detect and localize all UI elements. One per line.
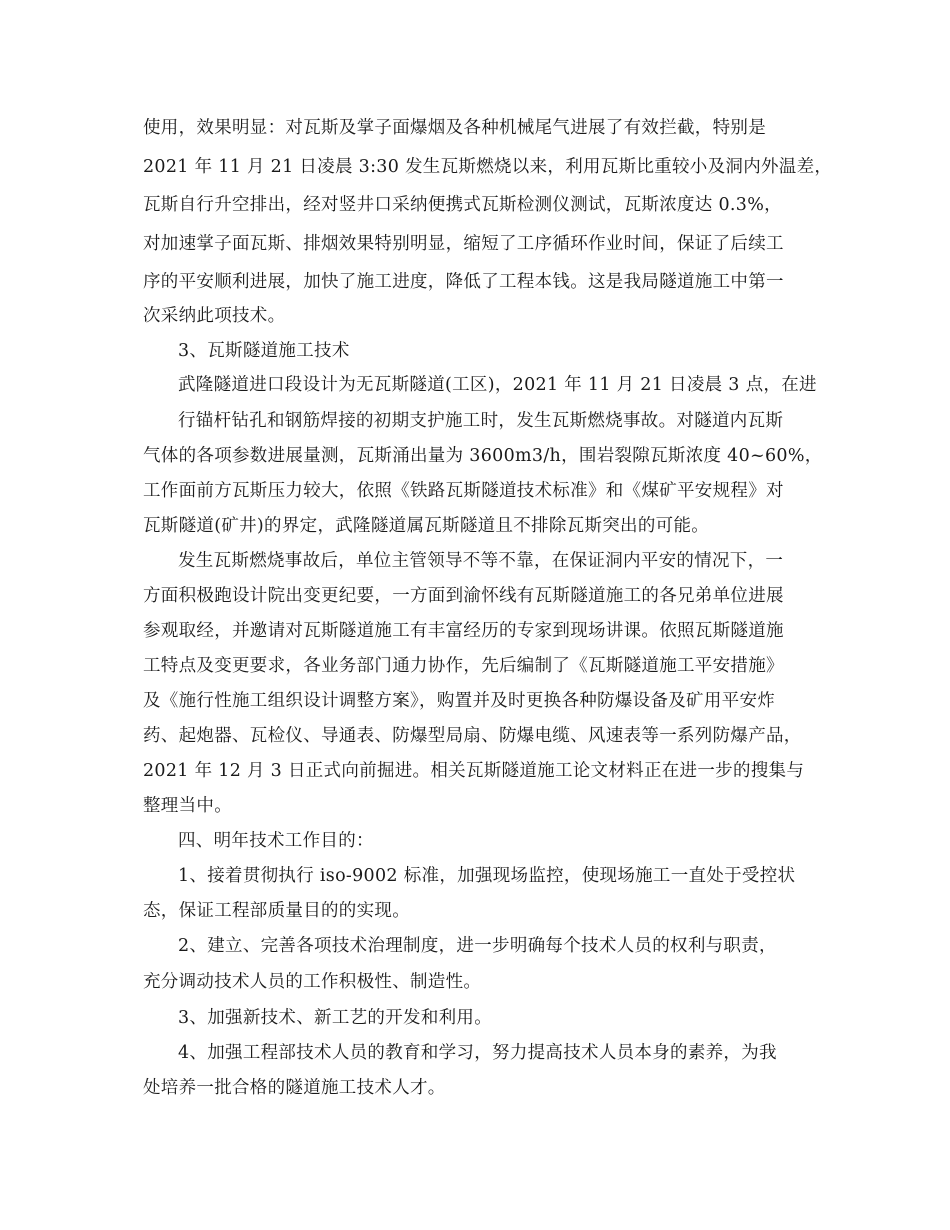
text-line: 药、起炮器、瓦检仪、导通表、防爆型局扇、防爆电缆、风速表等一系列防爆产品，: [143, 726, 802, 746]
text-line: 参观取经，并邀请对瓦斯隧道施工有丰富经历的专家到现场讲课。依照瓦斯隧道施: [143, 621, 784, 641]
text-line: 充分调动技术人员的工作积极性、制造性。: [143, 972, 482, 992]
text-line: 2021 年 12 月 3 日正式向前掘进。相关瓦斯隧道施工论文材料正在进一步的搜集与: [143, 761, 805, 781]
text-line: 工作面前方瓦斯压力较大，依照《铁路瓦斯隧道技术标准》和《煤矿平安规程》对: [143, 481, 784, 501]
text-line: 行锚杆钻孔和钢筋焊接的初期支护施工时，发生瓦斯燃烧事故。对隧道内瓦斯: [178, 411, 784, 431]
text-line: 序的平安顺利进展，加快了施工进度，降低了工程本钱。这是我局隧道施工中第一: [143, 272, 784, 292]
text-line: 瓦斯自行升空排出，经对竖井口采纳便携式瓦斯检测仪测试，瓦斯浓度达 0.3%，: [143, 195, 782, 215]
text-line: 3、加强新技术、新工艺的开发和利用。: [178, 1008, 493, 1028]
text-line: 瓦斯隧道(矿井)的界定，武隆隧道属瓦斯隧道且不排除瓦斯突出的可能。: [143, 516, 710, 536]
text-line: 态，保证工程部质量目的的实现。: [143, 901, 410, 921]
text-line: 1、接着贯彻执行 iso-9002 标准，加强现场监控，使现场施工一直处于受控状: [178, 866, 796, 886]
text-line: 气体的各项参数进展量测，瓦斯涌出量为 3600m3/h，围岩裂隙瓦斯浓度 40~60%，: [143, 446, 823, 466]
text-line: 使用，效果明显：对瓦斯及掌子面爆烟及各种机械尾气进展了有效拦截，特别是: [143, 118, 766, 138]
text-line: 对加速掌子面瓦斯、排烟效果特别明显，缩短了工序循环作业时间，保证了后续工: [143, 234, 784, 254]
text-line: 处培养一批合格的隧道施工技术人才。: [143, 1078, 446, 1098]
section-heading: 3、瓦斯隧道施工技术: [178, 341, 350, 361]
text-line: 2021 年 11 月 21 日凌晨 3:30 发生瓦斯燃烧以来，利用瓦斯比重较小及洞内外温差，: [143, 157, 833, 177]
section-heading: 四、明年技术工作目的：: [178, 831, 374, 851]
text-line: 方面积极跑设计院出变更纪要，一方面到渝怀线有瓦斯隧道施工的各兄弟单位进展: [143, 586, 784, 606]
text-line: 及《施行性施工组织设计调整方案》，购置并及时更换各种防爆设备及矿用平安炸: [143, 691, 776, 711]
text-line: 2、建立、完善各项技术治理制度，进一步明确每个技术人员的权利与职责，: [178, 936, 777, 956]
text-line: 武隆隧道进口段设计为无瓦斯隧道(工区)，2021 年 11 月 21 日凌晨 3 点，在进: [178, 375, 817, 395]
text-line: 发生瓦斯燃烧事故后，单位主管领导不等不靠，在保证洞内平安的情况下，一: [178, 551, 784, 571]
text-line: 工特点及变更要求，各业务部门通力协作，先后编制了《瓦斯隧道施工平安措施》: [143, 656, 784, 676]
text-line: 整理当中。: [143, 796, 232, 816]
text-line: 4、加强工程部技术人员的教育和学习，努力提高技术人员本身的素养，为我: [178, 1043, 777, 1063]
text-line: 次采纳此项技术。: [143, 306, 286, 326]
